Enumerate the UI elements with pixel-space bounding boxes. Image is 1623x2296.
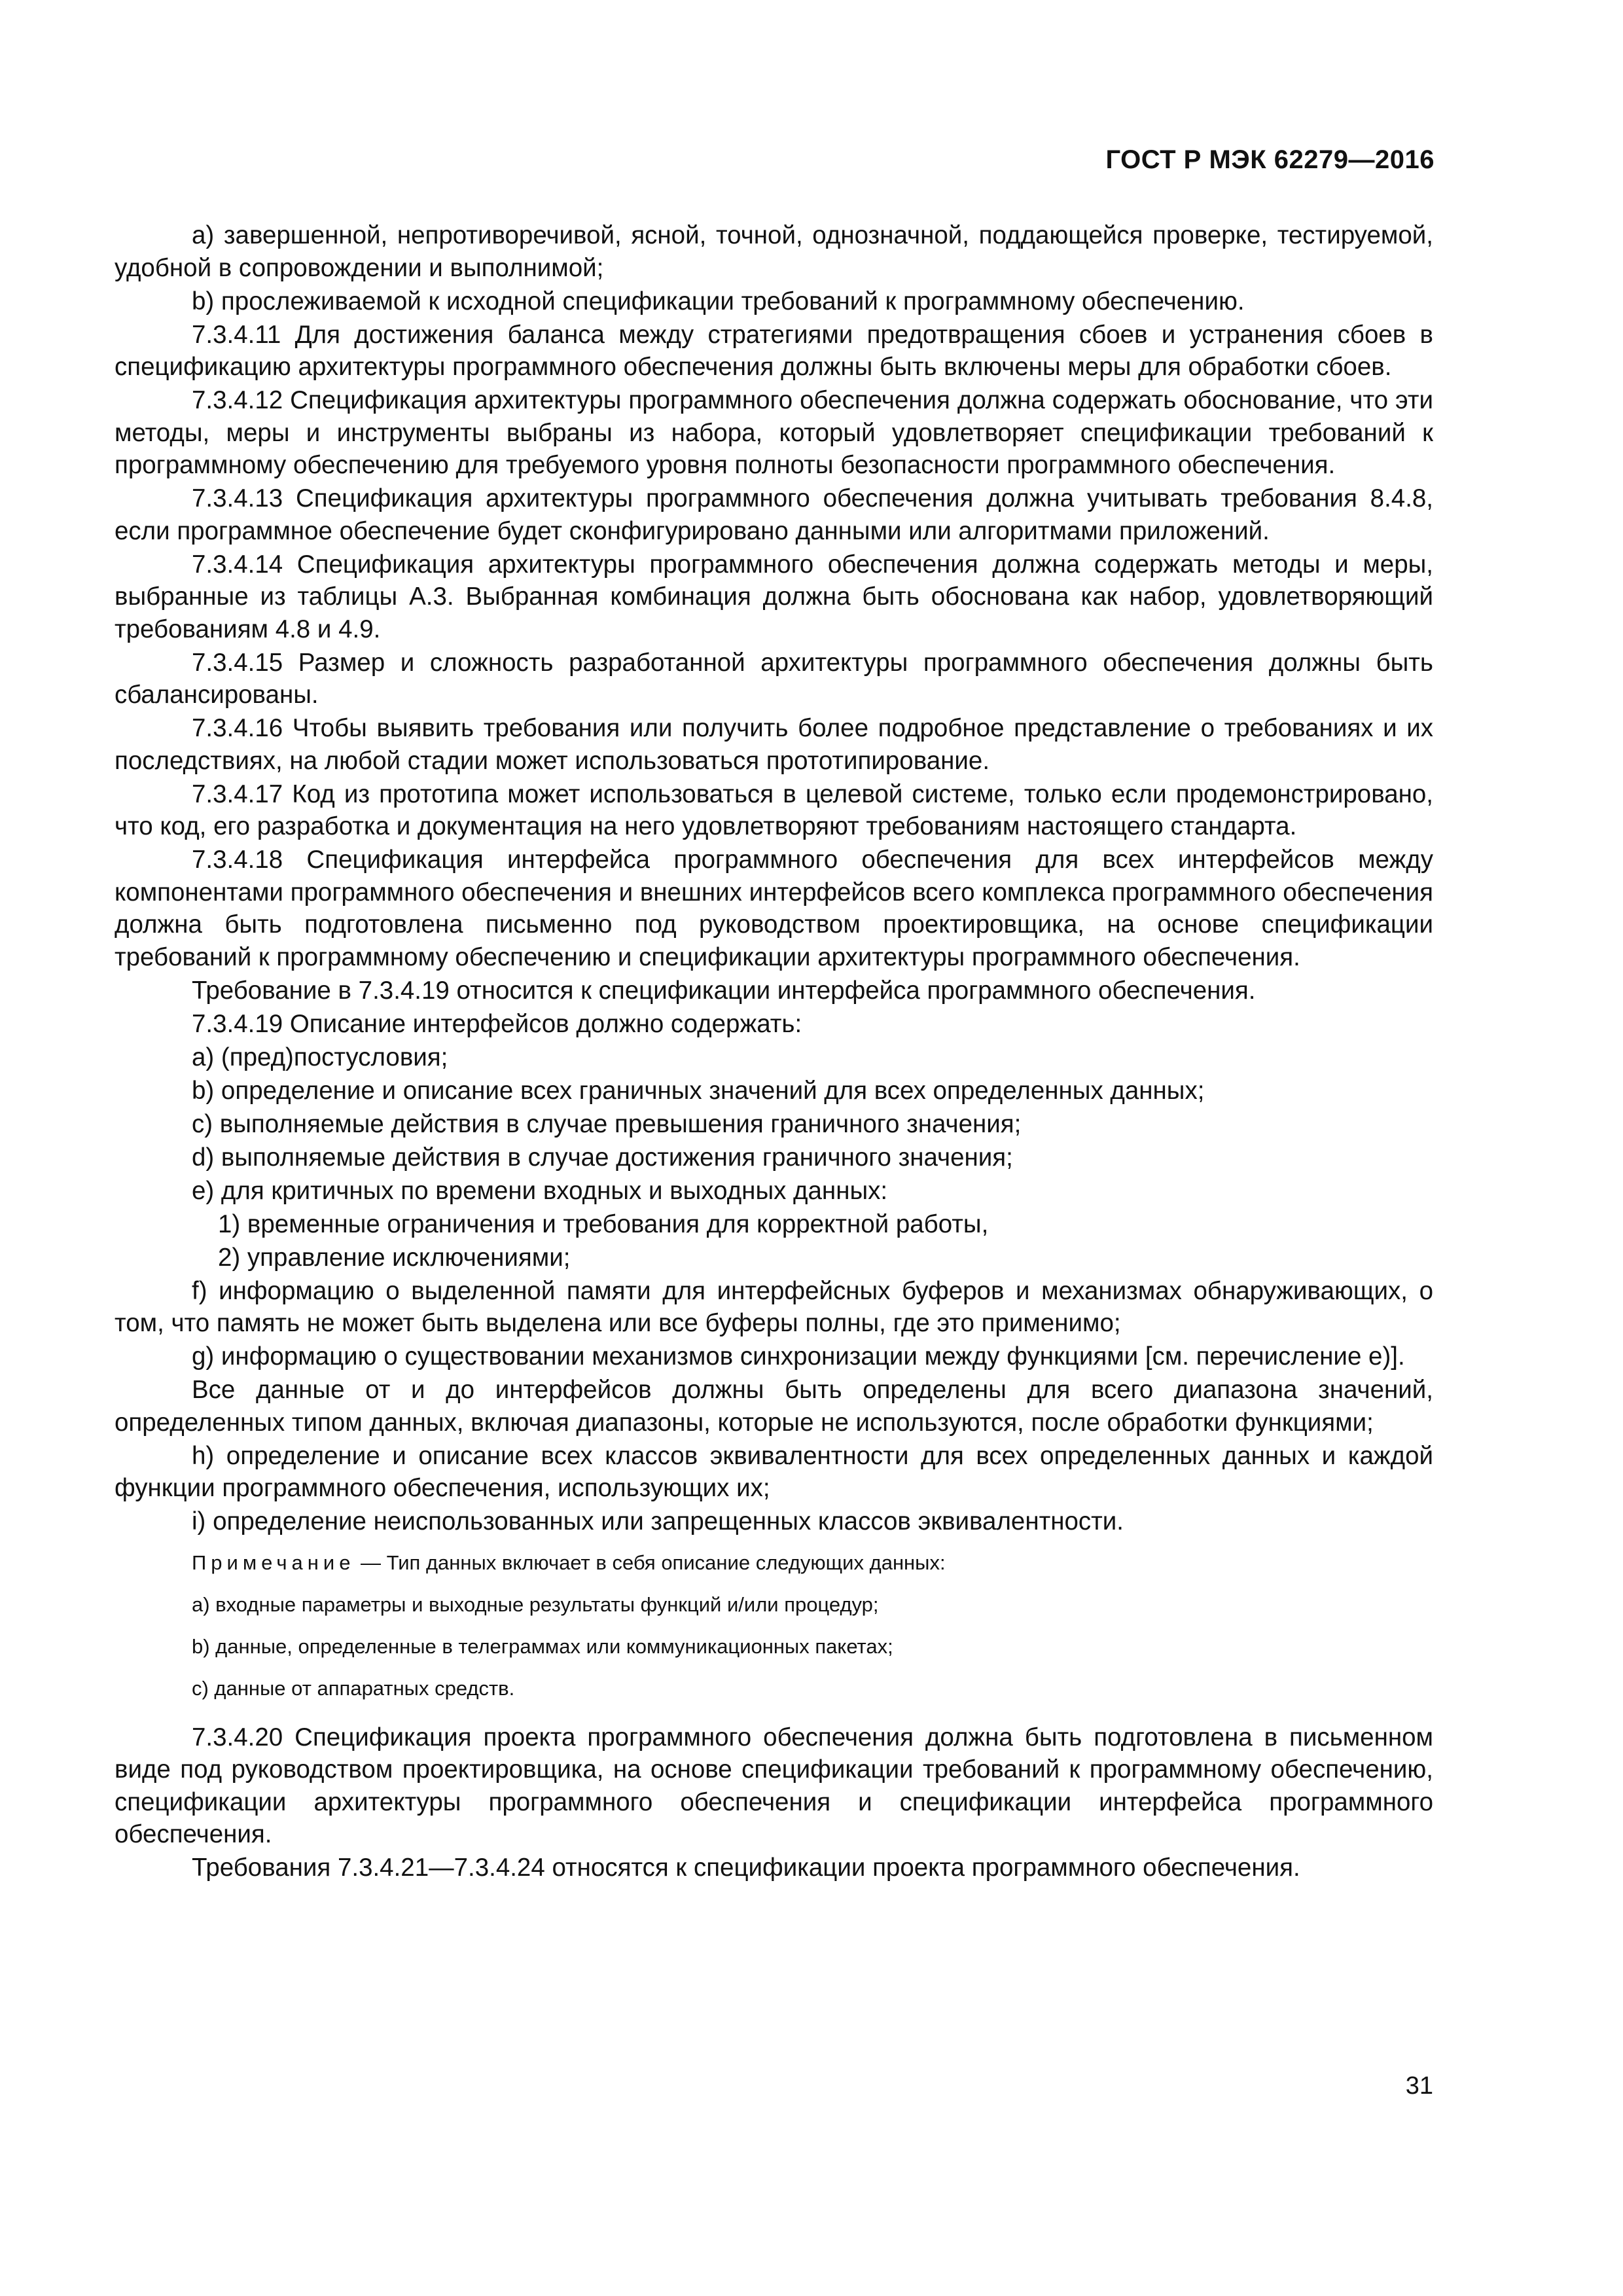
- clause-7-3-4-12: 7.3.4.12 Спецификация архитектуры программного обеспечения должна содержать обоснование, что эти методы, меры и инструменты выбраны из набора, который удовлетворяет спецификации требований к программному обеспечению для требуемого уровня полноты безопасности программного обеспечения.: [115, 386, 1433, 479]
- interface-item-c: c) выполняемые действия в случае превышения граничного значения;: [192, 1109, 1022, 1138]
- clause-7-3-4-14: 7.3.4.14 Спецификация архитектуры программного обеспечения должна содержать методы и меры, выбранные из таблицы А.3. Выбранная комбинация должна быть обоснована как набор, удовлетворяющий требованиям 4.8 и 4.9.: [115, 550, 1433, 643]
- interface-item-b: b) определение и описание всех граничных значений для всех определенных данных;: [192, 1076, 1205, 1105]
- clause-7-3-4-19: 7.3.4.19 Описание интерфейсов должно содержать:: [192, 1009, 802, 1038]
- interface-item-f: f) информацию о выделенной памяти для интерфейсных буферов и механизмах обнаруживающих, о том, что память не может быть выделена или все буферы полны, где это применимо;: [115, 1276, 1433, 1337]
- requirements-reference: Требования 7.3.4.21—7.3.4.24 относятся к спецификации проекта программного обеспечения.: [192, 1854, 1300, 1882]
- note-item-a: а) входные параметры и выходные результаты функций и/или процедур;: [192, 1592, 879, 1616]
- clause-7-3-4-13: 7.3.4.13 Спецификация архитектуры программного обеспечения должна учитывать требования 8.4.8, если программное обеспечение будет сконфигурировано данными или алгоритмами приложений.: [115, 484, 1433, 545]
- interface-item-a: a) (пред)постусловия;: [192, 1043, 448, 1071]
- clause-7-3-4-20: 7.3.4.20 Спецификация проекта программного обеспечения должна быть подготовлена в письменном виде под руководством проектировщика, на основе спецификации требований к программному обеспечению, спецификации архитектуры программного обеспечения и спецификации интерфейса программного обеспечения.: [115, 1723, 1433, 1848]
- clause-7-3-4-15: 7.3.4.15 Размер и сложность разработанной архитектуры программного обеспечения должны быть сбалансированы.: [115, 648, 1433, 709]
- data-range-paragraph: Все данные от и до интерфейсов должны быть определены для всего диапазона значений, определенных типом данных, включая диапазоны, которые не используются, после обработки функциями;: [115, 1376, 1433, 1437]
- page-number: 31: [1405, 2072, 1433, 2100]
- list-item-a: а) завершенной, непротиворечивой, ясной, точной, однозначной, поддающейся проверке, тестируемой, удобной в сопровождении и выполнимой;: [115, 221, 1433, 282]
- interface-subitem-2: 2) управление исключениями;: [218, 1243, 571, 1272]
- note-item-b: b) данные, определенные в телеграммах или коммуникационных пакетах;: [192, 1634, 893, 1658]
- interface-item-g: g) информацию о существовании механизмов синхронизации между функциями [см. перечисление е)].: [192, 1342, 1405, 1371]
- standard-header: ГОСТ Р МЭК 62279—2016: [1105, 145, 1435, 174]
- list-item-b: b) прослеживаемой к исходной спецификации требований к программному обеспечению.: [192, 287, 1245, 315]
- document-body: [115, 219, 1433, 1885]
- interface-item-i: i) определение неиспользованных или запрещенных классов эквивалентности.: [192, 1507, 1124, 1535]
- note-heading: [115, 1550, 1433, 1576]
- clause-7-3-4-16: 7.3.4.16 Чтобы выявить требования или получить более подробное представление о требованиях и их последствиях, на любой стадии может использоваться прототипирование.: [115, 714, 1433, 775]
- interface-item-e: e) для критичных по времени входных и выходных данных:: [192, 1176, 888, 1205]
- note-label: Примечание: [192, 1551, 355, 1574]
- interface-subitem-1: 1) временные ограничения и требования для корректной работы,: [218, 1210, 989, 1238]
- interface-item-d: d) выполняемые действия в случае достижения граничного значения;: [192, 1143, 1013, 1172]
- note-text: — Тип данных включает в себя описание следующих данных:: [355, 1551, 946, 1574]
- interface-item-h: h) определение и описание всех классов эквивалентности для всех определенных данных и каждой функции программного обеспечения, использующих их;: [115, 1441, 1433, 1502]
- note-item-c: c) данные от аппаратных средств.: [192, 1676, 515, 1700]
- clause-7-3-4-17: 7.3.4.17 Код из прототипа может использоваться в целевой системе, только если продемонстрировано, что код, его разработка и документация на него удовлетворяют требованиям настоящего стандарта.: [115, 780, 1433, 840]
- clause-7-3-4-11: 7.3.4.11 Для достижения баланса между стратегиями предотвращения сбоев и устранения сбоев в спецификацию архитектуры программного обеспечения должны быть включены меры для обработки сбоев.: [115, 320, 1433, 381]
- clause-7-3-4-18: 7.3.4.18 Спецификация интерфейса программного обеспечения для всех интерфейсов между компонентами программного обеспечения и внешних интерфейсов всего комплекса программного обеспечения должна быть подготовлена письменно под руководством проектировщика, на основе спецификации требований к программному обеспечению и спецификации архитектуры программного обеспечения.: [115, 846, 1433, 971]
- requirement-intro: Требование в 7.3.4.19 относится к спецификации интерфейса программного обеспечения.: [192, 976, 1256, 1005]
